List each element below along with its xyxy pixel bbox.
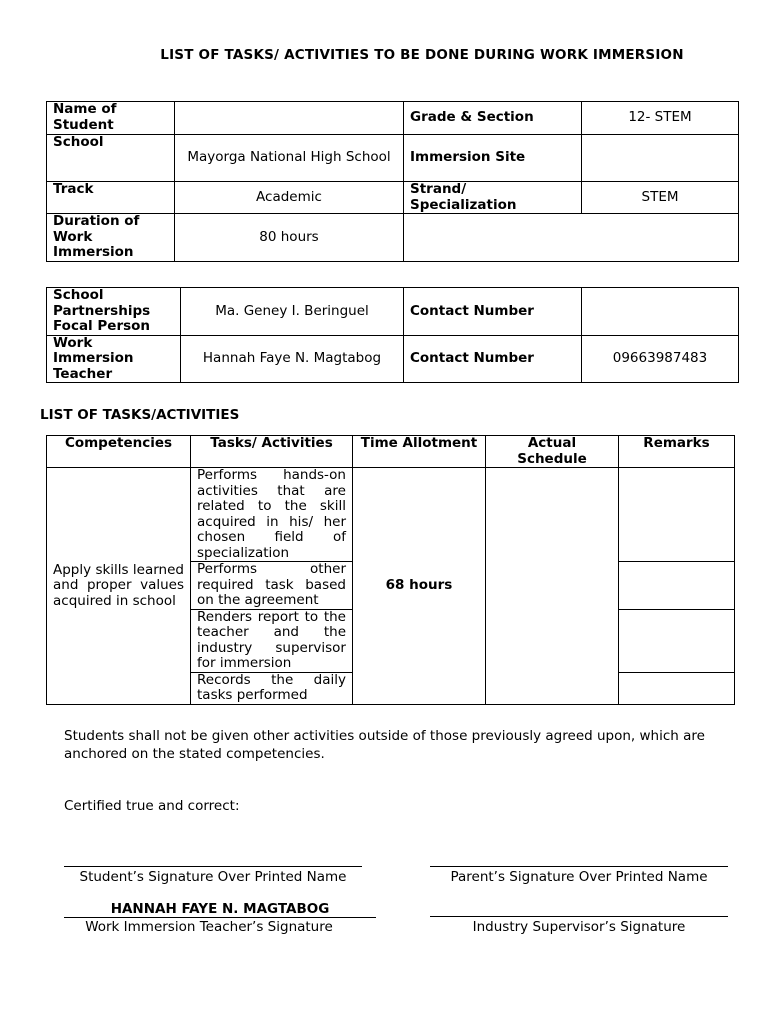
contacts-table (46, 287, 739, 383)
focal-person-value: Ma. Geney I. Beringuel (181, 288, 404, 336)
tasks-table (46, 435, 735, 705)
focal-contact-value (582, 288, 739, 336)
blank-cell (404, 214, 739, 262)
teacher-printed-name: HANNAH FAYE N. MAGTABOG (64, 901, 376, 918)
supervisor-signature-block (430, 916, 728, 935)
remarks-cell (619, 609, 735, 672)
teacher-signature-block (64, 917, 354, 935)
duration-value: 80 hours (175, 214, 404, 262)
header-remarks: Remarks (619, 436, 735, 468)
teacher-contact-value: 09663987483 (582, 335, 739, 383)
task-item: Renders report to the teacher and the industry supervisor for immersion (191, 609, 353, 672)
header-time-allotment: Time Allotment (353, 436, 486, 468)
supervisor-signature-label: Industry Supervisor’s Signature (472, 919, 686, 935)
remarks-cell (619, 562, 735, 610)
name-of-student-label: Name of Student (47, 102, 175, 135)
document-title: LIST OF TASKS/ ACTIVITIES TO BE DONE DURING WORK IMMERSION (160, 47, 684, 63)
school-value: Mayorga National High School (175, 135, 404, 182)
remarks-cell (619, 468, 735, 562)
signature-line (64, 866, 362, 867)
student-signature-label: Student’s Signature Over Printed Name (79, 869, 347, 885)
task-item: Performs other required task based on the agreement (191, 562, 353, 610)
school-label: School (47, 135, 175, 182)
remarks-cell (619, 672, 735, 704)
strand-label: Strand/ Specialization (404, 182, 582, 214)
signature-line (430, 916, 728, 917)
track-label: Track (47, 182, 175, 214)
signature-line (430, 866, 728, 867)
grade-section-value: 12- STEM (582, 102, 739, 135)
competency-cell: Apply skills learned and proper values acquired in school (47, 468, 191, 705)
name-of-student-value (175, 102, 404, 135)
note-paragraph: Students shall not be given other activities outside of those previously agreed upon, which are anchored on the stated competencies. (64, 728, 705, 762)
strand-value: STEM (582, 182, 739, 214)
parent-signature-label: Parent’s Signature Over Printed Name (450, 869, 708, 885)
immersion-site-label: Immersion Site (404, 135, 582, 182)
actual-schedule-cell (486, 468, 619, 705)
header-tasks: Tasks/ Activities (191, 436, 353, 468)
task-item: Performs hands-on activities that are related to the skill acquired in his/ her chosen field of specialization (191, 468, 353, 562)
tasks-section-title: LIST OF TASKS/ACTIVITIES (40, 407, 240, 423)
teacher-signature-label: Work Immersion Teacher’s Signature (85, 919, 333, 935)
immersion-site-value (582, 135, 739, 182)
certified-text: Certified true and correct: (64, 798, 240, 814)
track-value: Academic (175, 182, 404, 214)
grade-section-label: Grade & Section (404, 102, 582, 135)
header-actual-schedule: Actual Schedule (486, 436, 619, 468)
teacher-contact-label: Contact Number (404, 335, 582, 383)
task-item: Records the daily tasks performed (191, 672, 353, 704)
focal-person-label: School Partnerships Focal Person (47, 288, 181, 336)
duration-label: Duration of Work Immersion (47, 214, 175, 262)
teacher-label: Work Immersion Teacher (47, 335, 181, 383)
parent-signature-block (430, 866, 728, 885)
teacher-value: Hannah Faye N. Magtabog (181, 335, 404, 383)
time-allotment-value: 68 hours (353, 468, 486, 705)
student-signature-block (64, 866, 362, 885)
student-info-table (46, 101, 739, 262)
header-competencies: Competencies (47, 436, 191, 468)
focal-contact-label: Contact Number (404, 288, 582, 336)
